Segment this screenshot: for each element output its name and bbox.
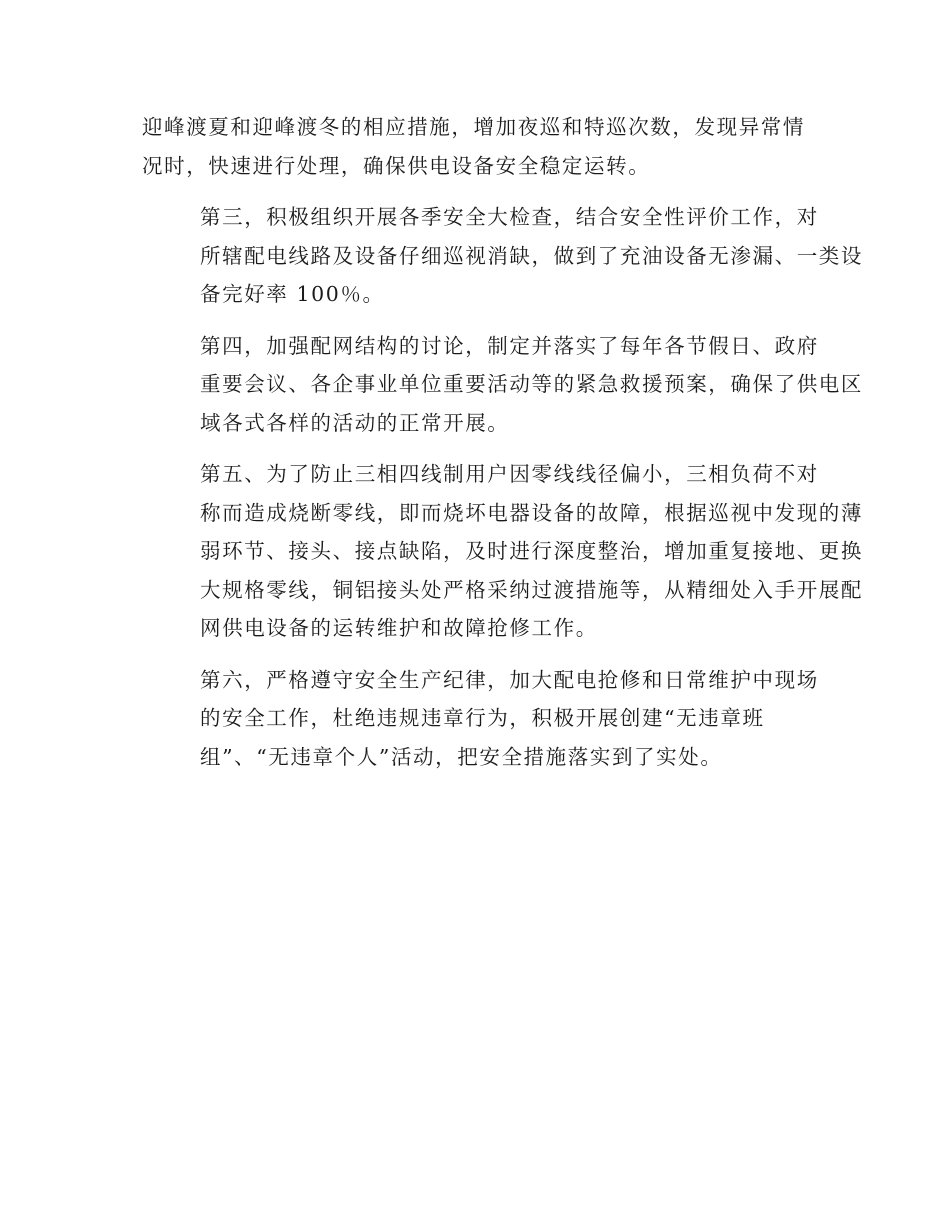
text-line: 第六，严格遵守安全生产纪律，加大配电抢修和日常维护中现场 [200,667,819,692]
text-line: 第三，积极组织开展各季安全大检查，结合安全性评价工作，对 [200,205,819,229]
text-line: 所辖配电线路及设备仔细巡视消缺，做到了充油设备无渗漏、一类设 [200,243,863,268]
text-line: 网供电设备的运转维护和故障抢修工作。 [200,616,598,640]
text-line: 迎峰渡夏和迎峰渡冬的相应措施，增加夜巡和特巡次数，发现异常情 [142,115,805,139]
text-line: 称而造成烧断零线，即而烧坏电器设备的故障，根据巡视中发现的薄 [200,500,863,525]
text-line: 的安全工作，杜绝违规违章行为，积极开展创建“无违章班 [200,706,765,730]
text-line: 第五、为了防止三相四线制用户因零线线径偏小，三相负荷不对 [200,462,819,486]
text-line: 组”、“无违章个人”活动，把安全措施落实到了实处。 [200,744,723,769]
paragraph-third [142,198,863,314]
paragraph-sixth [142,661,819,777]
text-line: 第四，加强配网结构的讨论，制定并落实了每年各节假日、政府 [200,333,819,358]
text-line: 域各式各样的活动的正常开展。 [200,410,510,435]
text-line: 弱环节、接头、接点缺陷，及时进行深度整治，增加重复接地、更换 [200,539,863,563]
document-body [142,108,863,789]
paragraph-fourth [142,327,863,443]
text-line: 备完好率 100％。 [200,282,385,306]
paragraph-fifth [142,455,863,648]
text-line: 况时，快速进行处理，确保供电设备安全稳定运转。 [142,153,651,178]
text-line: 大规格零线，铜铝接头处严格采纳过渡措施等，从精细处入手开展配 [200,577,863,602]
paragraph-continuation [142,108,812,185]
text-line: 重要会议、各企事业单位重要活动等的紧急救援预案，确保了供电区 [200,372,863,396]
